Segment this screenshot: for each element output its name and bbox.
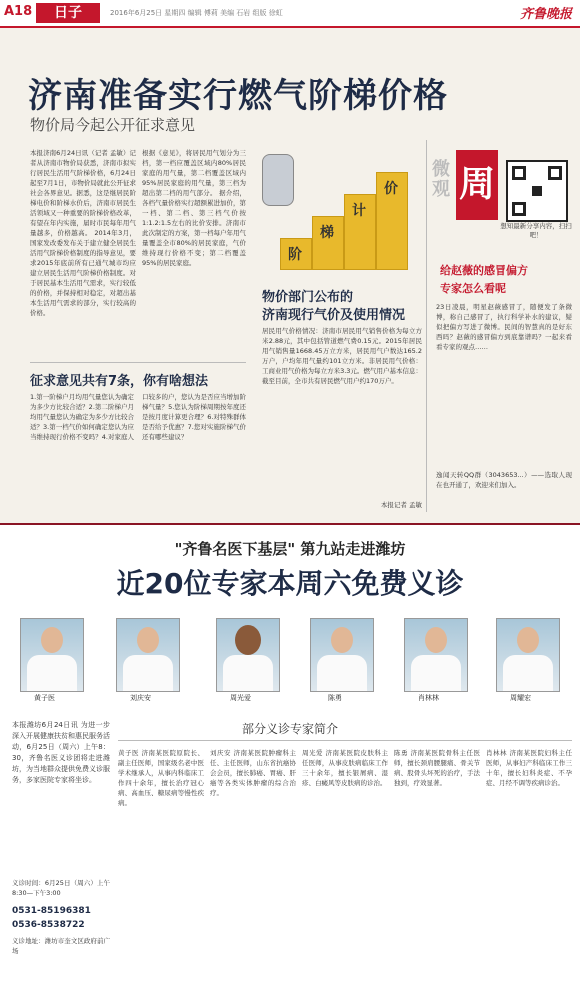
step-label: 梯 — [320, 225, 334, 241]
doctor-photo — [20, 618, 84, 692]
doctor-bio: 黄子医 济南某医院原院长、副主任医师，国家级名老中医学术继承人，从事内科临床工作四十余年，擅长治疗冠心病、高血压、糖尿病等慢性疾病。 — [118, 749, 204, 807]
doctor-photo — [404, 618, 468, 692]
sidebar-body: 23日凌晨，明星赵薇感冒了，随便发了条微博，称自己感冒了，执行科学补水的建议，疑似把偏方写进了微博。民间的智慧真的是好东西吗？赵薇的感冒偏方到底靠谱吗？一起来看看专家的观点…… — [436, 303, 572, 351]
doctor-photo — [116, 618, 180, 692]
doctor-name: 刘庆安 — [130, 694, 151, 702]
ad-phone-2: 0536-8538722 — [12, 920, 85, 930]
stair-graphic — [250, 150, 420, 270]
prices-title-1: 物价部门公布的 — [262, 290, 354, 305]
consult-body: 1.第一阶梯户月均用气量您认为确定为多少方比较合适？2.第二阶梯户月均用气量您认为确定为多少方比较合适？3.第一档气价如何确定您认为应当维持现行价格不变吗？4.对家庭人口较多的户，您认为是否应当增加阶梯气量？5.您认为阶梯周期按年度还是按月度计算更合理？6.对特殊群体是否给予优惠？7.您对实施阶梯气价还有哪些建议？ — [30, 393, 246, 441]
sidebar-vertical-label: 微观 — [432, 159, 450, 200]
ad-title-1: "齐鲁名医下基层" 第九站走进潍坊 — [174, 540, 406, 558]
consult-title: 征求意见共有7条，你有啥想法 — [30, 374, 209, 389]
divider — [118, 740, 572, 741]
doctor-name: 周光爱 — [230, 694, 251, 702]
subheadline: 物价局今起公开征求意见 — [30, 116, 196, 134]
doctor-bio: 刘庆安 济南某医院肿瘤科主任、主任医师，山东省抗癌协会会员，擅长肺癌、胃癌、肝癌等各类实体肿瘤的综合治疗。 — [210, 749, 296, 797]
ad-title-2: 近20位专家本周六免费义诊 — [116, 567, 464, 600]
ad-time: 义诊时间：6月25日（周六）上午8:30—下午3:00 — [12, 879, 110, 897]
issue-meta: 2016年6月25日 星期四 编辑 傅莉 美编 石岩 组版 徐虹 — [110, 9, 283, 17]
section-label: 日子 — [36, 3, 100, 23]
doctor-photo — [496, 618, 560, 692]
qr-caption: 想知最新分享内容，扫扫吧！ — [500, 222, 572, 239]
divider — [30, 362, 246, 363]
sidebar-footer: 逸闻天转QQ群（3043653...）——选取人现在也开通了，欢迎来们加入。 — [436, 471, 572, 489]
newspaper-brand: 齐鲁晚报 — [519, 7, 572, 22]
article-lead: 本报济南6月24日讯（记者 孟敏）记者从济南市物价局获悉，济南市拟实行居民生活用气阶梯价格，6月24日起至7月1日，市物价局就此公开征求社会各界意见。据悉，这是继居民阶梯电价和阶梯水价后，济南市居民生活领域又一种重要的阶梯价格改革，有望在年内实施，届时市民每年用气量越多，价格越高。 2014年3月，国家发改委发布关于建立健全居民生活用气阶梯价格制度的指导意见，要求2015年底前所有已通气城市均应建立居民生活用气阶梯价格制度。对于居民基本生活用气需求，实行较低的价格，并保持相对稳定，对超出基本生活用气需求的部分，实行较高的价格。 — [30, 149, 136, 317]
gas-tank-icon — [262, 154, 294, 206]
doctor-name: 肖林林 — [418, 694, 439, 702]
doctor-bio: 陈勇 济南某医院骨科主任医师，擅长颈肩腰腿痛、骨关节病、股骨头坏死的治疗，手法独到，疗效显著。 — [394, 749, 480, 787]
qr-code-icon — [506, 160, 568, 222]
prices-byline: 本报记者 孟敏 — [380, 501, 422, 509]
step-label: 阶 — [288, 247, 302, 263]
doctor-name: 陈勇 — [328, 694, 342, 702]
ad-left-body: 本报潍坊6月24日讯 为进一步深入开展健康扶贫和惠民服务活动，6月25日（周六）上午8：30，齐鲁名医义诊团将走进潍坊，为当地群众提供免费义诊服务，多家医院专家将坐诊。 — [12, 721, 110, 784]
sidebar-title-1: 给赵薇的感冒偏方 — [440, 264, 528, 277]
prices-title-2: 济南现行气价及使用情况 — [262, 308, 406, 323]
doctor-photo — [216, 618, 280, 692]
column-rule — [426, 140, 427, 512]
doctor-photo — [310, 618, 374, 692]
ad-phone-1: 0531-85196381 — [12, 906, 91, 916]
doctor-bio: 周光爱 济南某医院皮肤科主任医师，从事皮肤病临床工作三十余年，擅长银屑病、湿疹、白癜风等皮肤病的诊治。 — [302, 749, 388, 787]
doctor-name: 周耀宏 — [510, 694, 531, 702]
doctor-bio: 肖林林 济南某医院妇科主任医师，从事妇产科临床工作三十年，擅长妇科炎症、不孕症、月经不调等疾病诊治。 — [486, 749, 572, 787]
page-number: A18 — [4, 4, 33, 19]
headline: 济南准备实行燃气阶梯价格 — [28, 76, 448, 116]
article-col2: 根据《意见》，将居民用气划分为三档，第一档应覆盖区域内80%居民家庭的用气量，第二档覆盖区域内95%居民家庭的用气量，第三档为超出第二档的用气部分。 据介绍，各档气量价格实行超额累进加价，第一档、第二档、第三档气价按1:1.2:1.5左右的比价安排。济南市此次制定的方案，第一档每户年用气量覆盖全市80%的居民家庭，气价维持现行价格不变；第二档覆盖95%的居民家庭。 — [142, 149, 246, 267]
step-label: 价 — [384, 181, 398, 197]
doctor-name: 黄子医 — [34, 694, 55, 702]
prices-body: 居民用气价格情况：济南市居民用气销售价格为每立方米2.88元，其中包括管道燃气费0.15元。2015年居民用气销售量1668.45万立方米，居民用气户数达165.2万户，户均年用气量约101立方米。非居民用气价格：工商业用气价格为每立方米3.3元。燃气用户基本信息：截至目前，全市共有居民燃气用户约170万户。 — [262, 327, 422, 385]
intro-title: 部分义诊专家简介 — [241, 722, 338, 736]
sidebar-big-char: 周 — [456, 150, 498, 220]
sidebar-title-2: 专家怎么看呢 — [440, 282, 506, 295]
step-label: 计 — [352, 203, 366, 219]
ad-address: 义诊地址：潍坊市奎文区政府前广场 — [12, 937, 110, 955]
